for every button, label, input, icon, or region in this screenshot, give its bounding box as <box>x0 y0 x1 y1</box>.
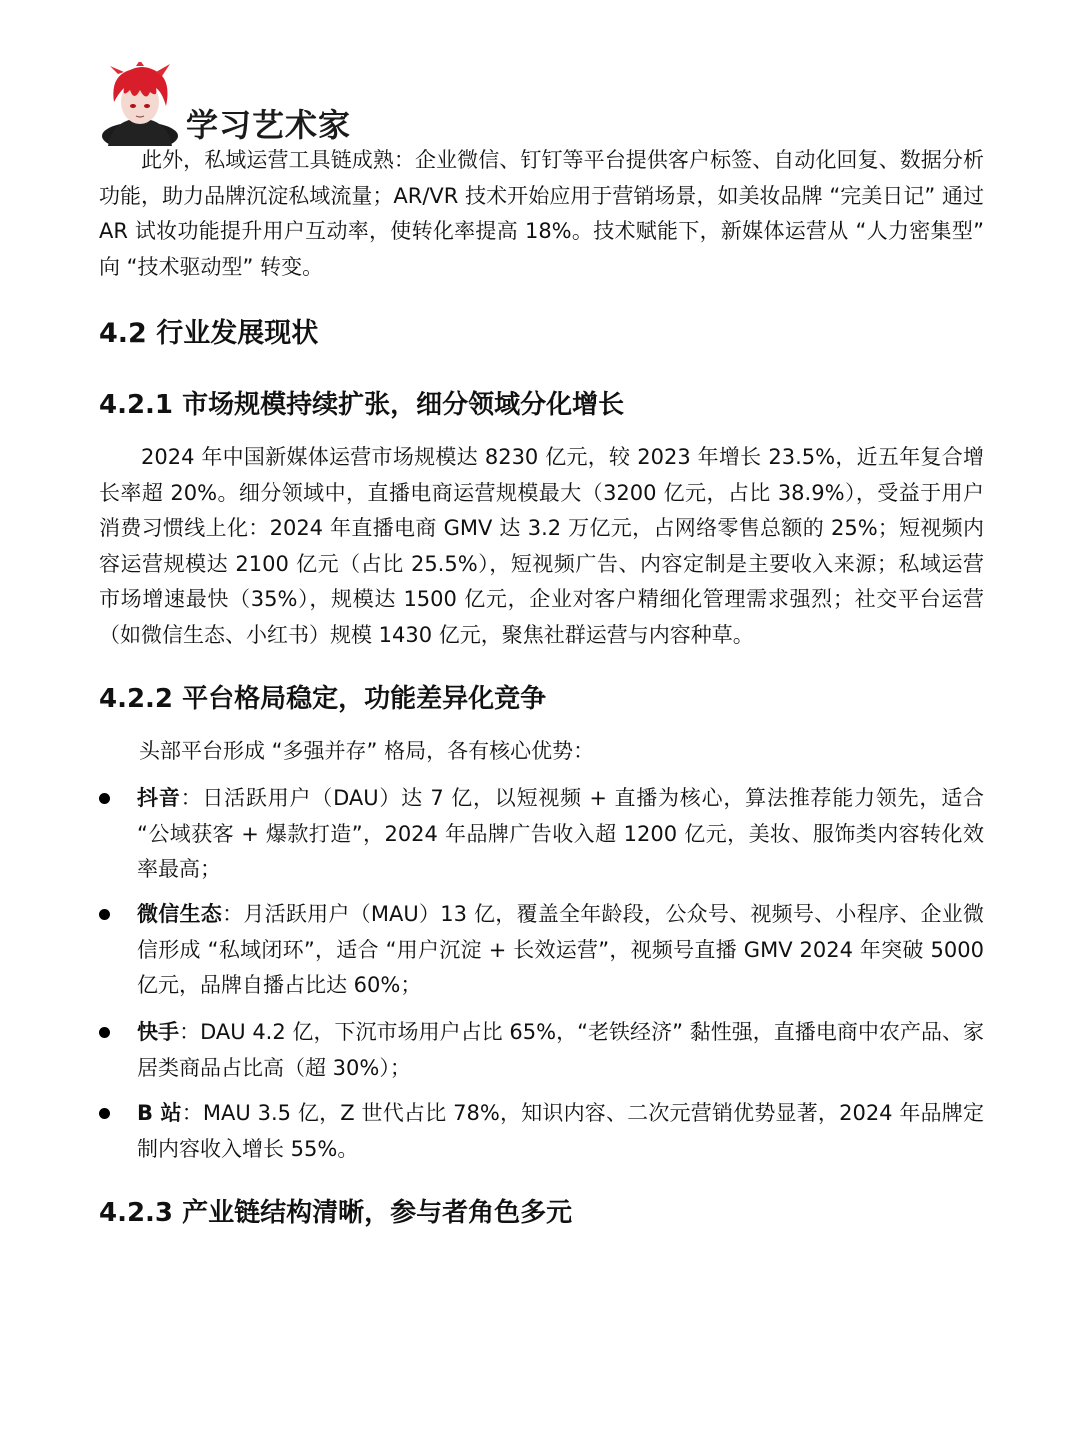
platform-name: B 站 <box>137 1101 182 1125</box>
brand-name: 学习艺术家 <box>186 106 352 144</box>
platform-description: ：DAU 4.2 亿，下沉市场用户占比 65%，“老铁经济” 黏性强，直播电商中农产品、家居类商品占比高（超 30%）； <box>137 1020 985 1080</box>
platform-description: ：月活跃用户（MAU）13 亿，覆盖全年龄段，公众号、视频号、小程序、企业微信形成 “私域闭环”，适合 “用户沉淀 + 长效运营”，视频号直播 GMV 2024 年突破 5000 亿元，品牌自播占比达 60%； <box>137 902 985 997</box>
platform-list <box>99 0 984 1200</box>
bullet-icon <box>99 1108 110 1119</box>
platform-name: 抖音 <box>137 786 181 810</box>
list-item <box>99 1096 984 1167</box>
intro-paragraph: 此外，私域运营工具链成熟：企业微信、钉钉等平台提供客户标签、自动化回复、数据分析功能，助力品牌沉淀私域流量；AR/VR 技术开始应用于营销场景，如美妆品牌 “完美日记” 通过 AR 试妆功能提升用户互动率，使转化率提高 18%。技术赋能下，新媒体运营从 “人力密集型” 向 “技术驱动型” 转变。 <box>99 148 984 279</box>
platform-intro-text: 头部平台形成 “多强并存” 格局，各有核心优势： <box>139 739 595 763</box>
section-4-2-3 <box>99 1195 984 1231</box>
list-item <box>99 781 984 888</box>
list-item <box>99 897 984 1004</box>
section-heading-4-2-2: 4.2.2 平台格局稳定，功能差异化竞争 <box>99 684 547 714</box>
list-item <box>99 1015 984 1086</box>
platform-description: ：MAU 3.5 亿，Z 世代占比 78%，知识内容、二次元营销优势显著，2024 年品牌定制内容收入增长 55%。 <box>137 1101 984 1161</box>
platform-name: 微信生态 <box>137 902 223 926</box>
platform-description: ：日活跃用户（DAU）达 7 亿，以短视频 + 直播为核心，算法推荐能力领先，适合 “公域获客 + 爆款打造”，2024 年品牌广告收入超 1200 亿元，美妆、服饰类内容转化效率最高； <box>137 786 984 881</box>
market-size-paragraph: 2024 年中国新媒体运营市场规模达 8230 亿元，较 2023 年增长 23.5%，近五年复合增长率超 20%。细分领域中，直播电商运营规模最大（3200 亿元，占比 38.9%），受益于用户消费习惯线上化：2024 年直播电商 GMV 达 3.2 万亿元，占网络零售总额的 25%；短视频内容运营规模达 2100 亿元（占比 25.5%），短视频广告、内容定制是主要收入来源；私域运营市场增速最快（35%），规模达 1500 亿元，企业对客户精细化管理需求强烈；社交平台运营（如微信生态、小红书）规模 1430 亿元，聚焦社群运营与内容种草。 <box>99 445 984 647</box>
bullet-icon <box>99 793 110 804</box>
section-heading-4-2-3: 4.2.3 产业链结构清晰，参与者角色多元 <box>99 1198 573 1228</box>
bullet-icon <box>99 909 110 920</box>
platform-name: 快手 <box>137 1020 180 1044</box>
section-heading-4-2-1: 4.2.1 市场规模持续扩张，细分领域分化增长 <box>99 390 625 420</box>
bullet-icon <box>99 1027 110 1038</box>
section-heading-4-2: 4.2 行业发展现状 <box>99 318 319 349</box>
